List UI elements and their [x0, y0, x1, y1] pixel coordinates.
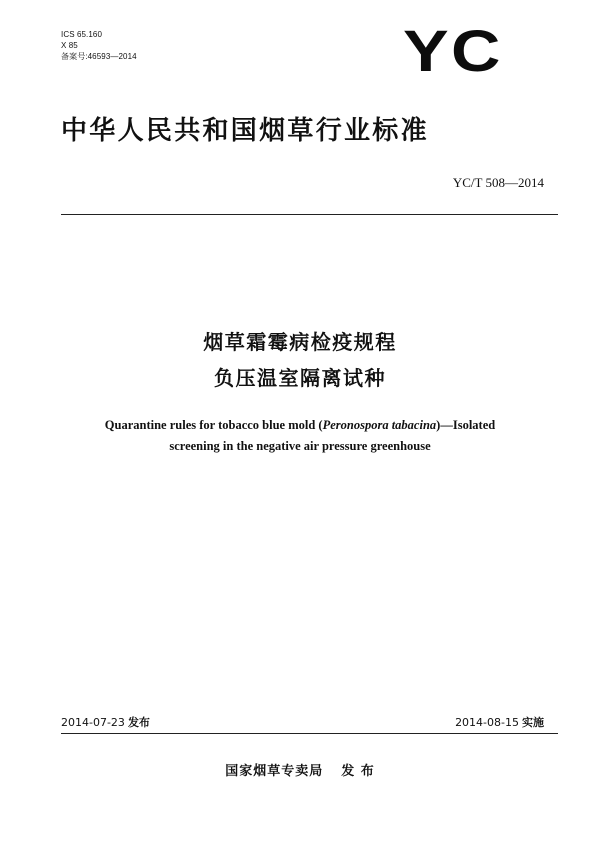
issue-label: 发布: [127, 716, 150, 729]
header-divider: [61, 214, 558, 215]
issue-date: 2014-07-23: [61, 716, 125, 729]
chinese-title-line-2: 负压温室隔离试种: [214, 366, 386, 390]
publisher-line: [0, 763, 600, 780]
english-title-start: Quarantine rules for tobacco blue mold (: [104, 418, 323, 432]
issue-date-block: [61, 716, 150, 730]
implement-label: 实施: [522, 716, 544, 729]
classification-block: [61, 29, 137, 62]
implement-date-block: [455, 716, 544, 730]
english-title-line-1: [40, 417, 560, 434]
standard-number: YC/T 508—2014: [452, 175, 544, 190]
english-title-end: )—Isolated: [436, 418, 496, 432]
yc-logo: YC: [403, 19, 503, 84]
standard-category-title: 中华人民共和国烟草行业标准: [61, 116, 429, 146]
publisher-name: 国家烟草专卖局: [225, 764, 324, 779]
implement-date: 2014-08-15: [455, 716, 519, 729]
publisher-action: 发 布: [341, 764, 375, 779]
english-title-line-2: screening in the negative air pressure greenhouse: [169, 439, 431, 453]
footer-divider: [61, 733, 558, 734]
english-title-species: Peronospora tabacina: [322, 418, 437, 432]
filing-number: 备案号:46593—2014: [61, 52, 137, 61]
chinese-title-line-1: 烟草霜霉病检疫规程: [203, 330, 397, 354]
ccs-code: X 85: [61, 41, 78, 50]
ics-code: ICS 65.160: [61, 30, 103, 39]
